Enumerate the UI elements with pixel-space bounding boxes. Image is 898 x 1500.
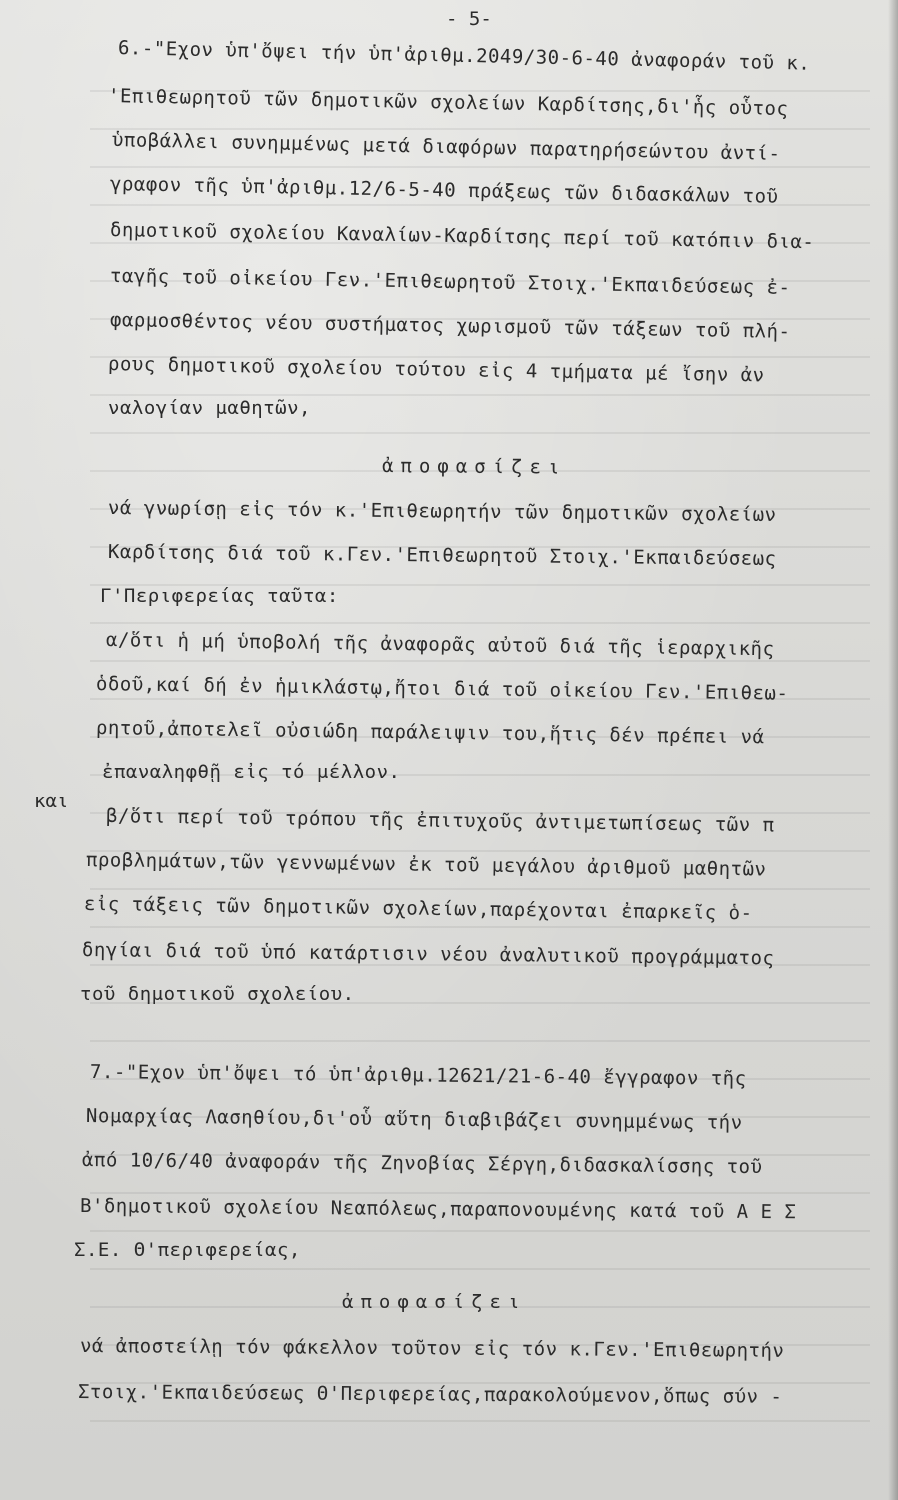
text-line: δηγίαι διά τοῦ ὑπό κατάρτισιν νέου ἀναλυτικοῦ προγράμματος <box>81 939 775 970</box>
decision-heading: ἀποφασίζει <box>381 455 567 479</box>
text-line: 'Επιθεωρητοῦ τῶν δημοτικῶν σχολείων Καρδίτσης,δι'ἧς οὗτος <box>107 85 789 121</box>
margin-note: και <box>34 790 69 812</box>
page-number: - 5- <box>446 8 492 30</box>
text-line: δημοτικοῦ σχολείου Καναλίων-Καρδίτσης περί τοῦ κατόπιν δια- <box>109 219 815 254</box>
text-line: προβλημάτων,τῶν γεννωμένων ἐκ τοῦ μεγάλου ἀριθμοῦ μαθητῶν <box>85 849 767 881</box>
page-edge-shadow <box>888 0 898 1500</box>
text-line: ἀπό 10/6/40 ἀναφοράν τῆς Ζηνοβίας Σέργη,διδασκαλίσσης τοῦ <box>81 1149 763 1179</box>
text-line: φαρμοσθέντος νέου συστήματος χωρισμοῦ τῶν τάξεων τοῦ πλή- <box>109 309 791 343</box>
text-line: γραφον τῆς ὑπ'ἀριθμ.12/6-5-40 πράξεως τῶν διδασκάλων τοῦ <box>109 173 779 208</box>
text-line: ἐπαναληφθῇ εἰς τό μέλλον. <box>102 761 401 783</box>
text-line: Β'δημοτικοῦ σχολείου Νεαπόλεως,παραπονουμένης κατά τοῦ Α Ε Σ <box>79 1195 797 1224</box>
text-line: Σ.Ε. Θ'περιφερείας, <box>74 1239 301 1261</box>
text-line: 7.-"Εχον ὑπ'ὄψει τό ὑπ'ἀριθμ.12621/21-6-40 ἔγγραφον τῆς <box>89 1061 747 1090</box>
text-line: ρους δημοτικοῦ σχολείου τούτου εἰς 4 τμήματα μέ ἴσην ἀν <box>107 353 765 387</box>
text-line: τοῦ δημοτικοῦ σχολείου. <box>80 983 355 1005</box>
text-line: ρητοῦ,ἀποτελεῖ οὐσιώδη παράλειψιν του,ἥτις δέν πρέπει νά <box>95 717 765 749</box>
text-line: α/ὅτι ἡ μή ὑποβολή τῆς ἀναφορᾶς αὐτοῦ διά τῆς ἱεραρχικῆς <box>105 629 775 661</box>
text-line: νά ἀποστείλῃ τόν φάκελλον τοῦτον εἰς τόν κ.Γεν.'Επιθεωρητήν <box>79 1335 785 1362</box>
text-line: Στοιχ.'Εκπαιδεύσεως Θ'Περιφερείας,παρακολούμενον,ὅπως σύν - <box>77 1381 783 1408</box>
text-line: εἰς τάξεις τῶν δημοτικῶν σχολείων,παρέχονται ἐπαρκεῖς ὁ- <box>83 893 753 925</box>
text-line: Γ'Περιφερείας ταῦτα: <box>100 585 339 607</box>
decision-heading: ἀποφασίζει <box>342 1291 527 1313</box>
text-line: 6.-"Εχον ὑπ'ὄψει τήν ὑπ'ἀριθμ.2049/30-6-40 ἀναφοράν τοῦ κ. <box>117 37 811 75</box>
text-line: Νομαρχίας Λασηθίου,δι'οὗ αὕτη διαβιβάζει συνημμένως τήν <box>85 1105 743 1134</box>
text-line: ταγῆς τοῦ οἰκείου Γεν.'Επιθεωρητοῦ Στοιχ.'Εκπαιδεύσεως ἐ- <box>109 265 791 299</box>
text-line: ὁδοῦ,καί δή ἐν ἡμικλάστῳ,ἤτοι διά τοῦ οἰκείου Γεν.'Επιθεω- <box>95 673 789 705</box>
text-line: ναλογίαν μαθητῶν, <box>108 397 311 419</box>
text-line: νά γνωρίσῃ εἰς τόν κ.'Επιθεωρητήν τῶν δημοτικῶν σχολείων <box>107 497 777 527</box>
text-line: ὑποβάλλει συνημμένως μετά διαφόρων παρατηρήσεώντου ἀντί- <box>111 129 781 165</box>
text-line: β/ὅτι περί τοῦ τρόπου τῆς ἐπιτυχοῦς ἀντιμετωπίσεως τῶν π <box>105 805 775 837</box>
text-line: Καρδίτσης διά τοῦ κ.Γεν.'Επιθεωρητοῦ Στοιχ.'Εκπαιδεύσεως <box>107 541 777 571</box>
